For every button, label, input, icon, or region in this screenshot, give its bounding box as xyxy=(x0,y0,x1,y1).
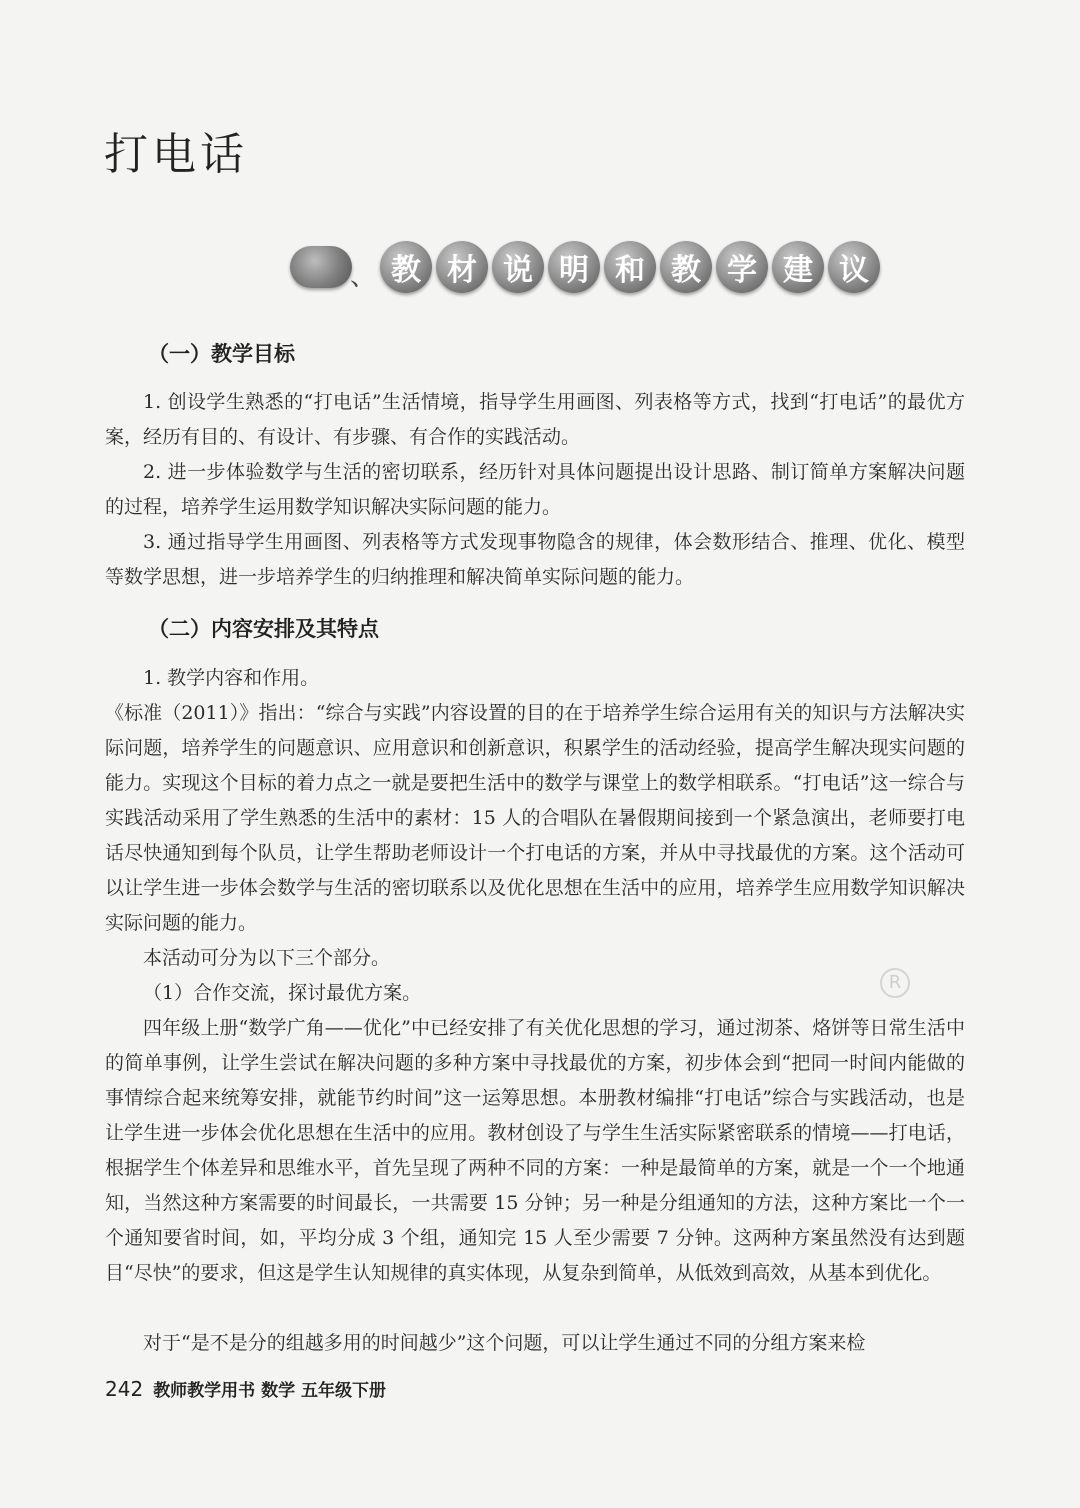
banner-char: 材 xyxy=(436,241,488,293)
objective-item: 1. 创设学生熟悉的“打电话”生活情境，指导学生用画图、列表格等方式，找到“打电话”的最优方案，经历有目的、有设计、有步骤、有合作的实践活动。 xyxy=(105,391,965,448)
objective-item: 3. 通过指导学生用画图、列表格等方式发现事物隐含的规律，体会数形结合、推理、优化、模型等数学思想，进一步培养学生的归纳推理和解决简单实际问题的能力。 xyxy=(105,531,965,588)
banner-char: 议 xyxy=(828,241,880,293)
paragraph-part-one: （1）合作交流，探讨最优方案。 xyxy=(143,982,422,1004)
page-title: 打电话 xyxy=(104,129,248,180)
registered-mark-icon: R xyxy=(880,968,910,998)
banner-char: 教 xyxy=(380,241,432,293)
section-heading-objectives: （一）教学目标 xyxy=(148,342,295,366)
banner-char: 学 xyxy=(716,241,768,293)
banner-lead-mark: 、 xyxy=(350,261,377,292)
banner-char: 建 xyxy=(772,241,824,293)
paragraph-standard: 《标准（2011）》指出：“综合与实践”内容设置的目的在于培养学生综合运用有关的知识与方法解决实际问题，培养学生的问题意识、应用意识和创新意识，积累学生的活动经验，提高学生解决现实问题的能力。实现这个目标的着力点之一就是要把生活中的数学与课堂上的数学相联系。“打电话”这一综合与实践活动采用了学生熟悉的生活中的素材：15 人的合唱队在暑假期间接到一个紧急演出，老师要打电话尽快通知到每个队员，让学生帮助老师设计一个打电话的方案，并从中寻找最优的方案。这个活动可以让学生进一步体会数学与生活的密切联系以及优化思想在生活中的应用，培养学生应用数学知识解决实际问题的能力。 xyxy=(105,702,965,934)
paragraph-grouping-question: 对于“是不是分的组越多用的时间越少”这个问题，可以让学生通过不同的分组方案来检 xyxy=(143,1332,866,1354)
banner-lead-bar xyxy=(290,246,352,288)
objective-item: 2. 进一步体验数学与生活的密切联系，经历针对具体问题提出设计思路、制订简单方案解决问题的过程，培养学生运用数学知识解决实际问题的能力。 xyxy=(105,461,965,518)
paragraph-three-parts: 本活动可分为以下三个部分。 xyxy=(143,947,391,969)
banner-char: 教 xyxy=(660,241,712,293)
subheading-teaching-content: 1. 教学内容和作用。 xyxy=(143,667,320,689)
banner-char: 和 xyxy=(604,241,656,293)
section-heading-content: （二）内容安排及其特点 xyxy=(148,617,379,641)
page-footer xyxy=(105,1376,386,1401)
section-banner xyxy=(290,238,884,296)
paragraph-optimization: 四年级上册“数学广角——优化”中已经安排了有关优化思想的学习，通过沏茶、烙饼等日常生活中的简单事例，让学生尝试在解决问题的多种方案中寻找最优的方案，初步体会到“把同一时间内能做的事情综合起来统筹安排，就能节约时间”这一运筹思想。本册教材编排“打电话”综合与实践活动，也是让学生进一步体会优化思想在生活中的应用。教材创设了与学生生活实际紧密联系的情境——打电话，根据学生个体差异和思维水平，首先呈现了两种不同的方案：一种是最简单的方案，就是一个一个地通知，当然这种方案需要的时间最长，一共需要 15 分钟；另一种是分组通知的方法，这种方案比一个一个通知要省时间，如，平均分成 3 个组，通知完 15 人至少需要 7 分钟。这两种方案虽然没有达到题目“尽快”的要求，但这是学生认知规律的真实体现，从复杂到简单，从低效到高效，从基本到优化。 xyxy=(105,1017,965,1284)
banner-char: 明 xyxy=(548,241,600,293)
book-title: 教师教学用书 数学 五年级下册 xyxy=(153,1381,387,1401)
page-number: 242 xyxy=(105,1377,144,1401)
banner-char: 说 xyxy=(492,241,544,293)
